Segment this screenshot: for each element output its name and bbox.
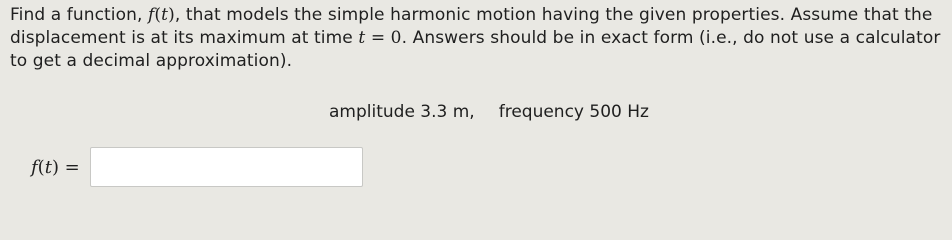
time-condition: [358, 28, 401, 48]
time-equals-zero: = 0: [370, 28, 402, 48]
answer-label: f(t) =: [31, 156, 80, 178]
question-text: [10, 4, 942, 73]
question-part-2: , that models the simple harmonic motion having the given properties. Assume that the displacement is at its maximum at time: [10, 5, 933, 48]
answer-row: [31, 146, 363, 188]
answer-label-function: f: [31, 156, 38, 178]
function-name: f: [148, 5, 155, 25]
function-variable: t: [161, 5, 169, 25]
frequency-text: frequency 500 Hz: [498, 102, 649, 122]
answer-label-variable: t: [44, 156, 52, 178]
given-properties: [329, 101, 649, 124]
time-variable: t: [358, 28, 366, 48]
amplitude-text: amplitude 3.3 m,: [329, 102, 475, 122]
answer-input[interactable]: [90, 147, 363, 187]
question-part-1: Find a function,: [10, 5, 149, 25]
question-part-3: . Answers should be in exact form (i.e., do not use a calculator to get a decimal approximation).: [10, 28, 941, 71]
question-paragraph: [10, 4, 942, 73]
function-notation: f(t): [148, 5, 175, 25]
